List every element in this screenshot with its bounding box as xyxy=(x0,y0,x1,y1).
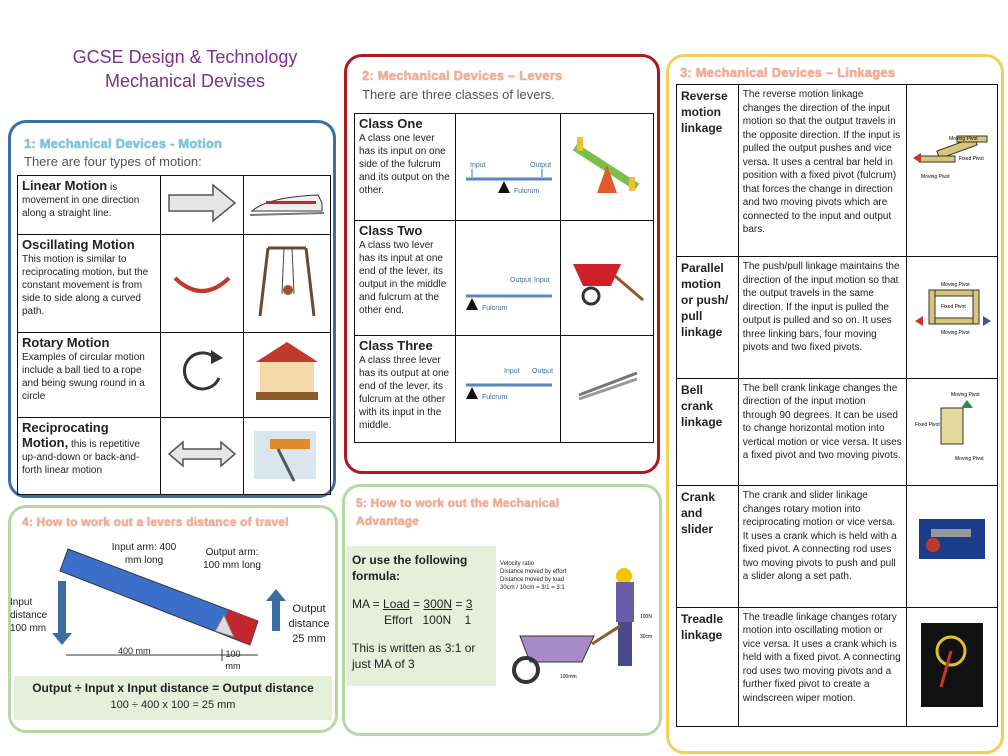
output-arm-label: Output arm: 100 mm long xyxy=(203,547,261,571)
input-arm-label: Input arm: 400 mm long xyxy=(111,542,177,566)
wheelbarrow-worker-illustration xyxy=(500,552,660,732)
linkage-row-treadle xyxy=(677,607,998,727)
travel-calc: 100 ÷ 400 x 100 = 25 mm xyxy=(110,699,236,711)
output-label: Output xyxy=(510,277,532,284)
input-label: Input xyxy=(504,368,520,375)
motion-table xyxy=(17,175,331,495)
bell-crank-diagram xyxy=(911,382,993,478)
svg-text:30cm: 30cm xyxy=(640,634,653,640)
fulcrum-label: Fulcrum xyxy=(482,305,508,312)
title-line-1: GCSE Design & Technology xyxy=(72,47,298,67)
lever-row-class-one: Class One A class one lever has its input on one side of the fulcrum and its output on the other. Input Output Fulcrum xyxy=(355,114,654,221)
reverse-linkage-diagram xyxy=(911,88,993,248)
svg-text:Moving Pivot: Moving Pivot xyxy=(920,174,950,180)
svg-text:100N: 100N xyxy=(640,614,652,620)
lever-name: Class One xyxy=(359,116,423,131)
svg-text:Moving Pivot: Moving Pivot xyxy=(948,136,978,142)
svg-text:Moving Pivot: Moving Pivot xyxy=(954,455,984,462)
linkage-name: Reverse motion linkage xyxy=(681,89,728,135)
carousel-image xyxy=(248,336,326,410)
dim-400-label: 400 mm xyxy=(118,646,151,656)
velocity-ratio: Velocity ratio Distance moved by effort Distance moved by load 30cm / 10cm = 3/1 = 3:1 xyxy=(500,561,567,591)
arrow-right-icon xyxy=(165,179,239,227)
fulcrum-label: Fulcrum xyxy=(514,188,540,195)
motion-row-oscillating: Oscillating Motion This motion is similar to reciprocating motion, but the constant movement is from side to side along a curved path. xyxy=(18,235,331,333)
saw-image xyxy=(248,421,326,487)
ma-heading: Or use the following formula: xyxy=(352,553,468,583)
class-one-diagram xyxy=(460,117,556,213)
linkage-desc: The push/pull linkage maintains the direction of the input motion so that the output travels in the same direction. If the input is pulled the output is pulled and so on. It uses three linking bars, four moving pivots and two fixed pivots. xyxy=(742,261,900,353)
svg-text:Moving Pivot: Moving Pivot xyxy=(940,282,970,288)
motion-row-linear: Linear Motion is movement in one direction along a straight line. xyxy=(18,176,331,235)
linkage-name: Crank and slider xyxy=(681,490,716,536)
fulcrum-label: Fulcrum xyxy=(482,394,508,401)
linkages-table xyxy=(676,84,998,727)
lever-row-class-three: Class Three A class three lever has its output at one end of the lever, its fulcrum at the other with its input in the middle. Input Output Fulcrum xyxy=(355,336,654,443)
motion-name: Rotary Motion xyxy=(22,335,110,350)
motion-name: Linear Motion xyxy=(22,178,108,193)
output-label: Output xyxy=(530,162,552,169)
motion-row-rotary: Rotary Motion Examples of circular motion include a ball tied to a rope and being swung round in a circle xyxy=(18,333,331,418)
linkage-row-crank-slider xyxy=(677,486,998,608)
motion-row-reciprocating: Reciprocating Motion, this is repetitive up-and-down or back-and-forth linear motion xyxy=(18,418,331,495)
linkage-desc: The crank and slider linkage changes rotary motion into reciprocating motion or vice versa. It uses a crank which is held with a fixed pivot. A connecting rod uses two moving pivots to push and pull a slider along a set path. xyxy=(742,490,897,582)
levers-table xyxy=(354,113,654,443)
linkage-name: Parallel motion or push/ pull linkage xyxy=(681,261,729,339)
travel-formula: Output ÷ Input x Input distance = Output distance xyxy=(32,681,314,695)
lever-name: Class Three xyxy=(359,338,433,353)
levers-subtitle: There are three classes of levers. xyxy=(362,87,555,102)
double-arrow-icon xyxy=(165,421,239,487)
levers-title: 2: Mechanical Devices – Levers xyxy=(362,68,563,83)
svg-text:Moving Pivot: Moving Pivot xyxy=(940,330,970,336)
svg-text:Fixed Pivot: Fixed Pivot xyxy=(940,304,966,310)
linkage-desc: The treadle linkage changes rotary motion into oscillating motion or vice versa. It uses a crank which is held with a fixed pivot. A connecting rod uses two moving pivots and a further fixed pivot to create a windscreen wiper motion. xyxy=(742,611,901,704)
motion-name: Reciprocating Motion, xyxy=(22,420,109,450)
linkage-desc: The reverse motion linkage changes the direction of the input motion so that the output travels in the opposite direction. If the input is pulled the output pushes and vice versa. It uses a central bar held in position with a fixed pivot (fulcrum) that forces the change in direction and two moving pivots which are connected to the input and output bars. xyxy=(742,89,901,235)
ma-denominator: Effort 100N 1 xyxy=(384,613,472,627)
title-line-2: Mechanical Devises xyxy=(104,71,266,91)
input-label: Input xyxy=(470,162,486,169)
seesaw-image xyxy=(565,117,649,213)
crank-slider-image xyxy=(911,489,993,599)
motion-name: Oscillating Motion xyxy=(22,237,135,252)
svg-text:100mm: 100mm xyxy=(560,674,577,680)
parallel-linkage-diagram xyxy=(911,260,993,370)
class-two-diagram xyxy=(460,224,556,328)
linkage-name: Treadle linkage xyxy=(681,611,724,642)
linkage-row-bell-crank xyxy=(677,378,998,486)
dim-100-label: 100 mm xyxy=(225,649,241,671)
ma-line: MA = Load = 300N = 3 xyxy=(352,597,473,611)
tweezers-image xyxy=(565,339,649,435)
treadle-image xyxy=(911,611,993,719)
travel-formula-box xyxy=(14,676,332,720)
linkage-name: Bell crank linkage xyxy=(681,382,723,429)
page-title xyxy=(60,45,310,93)
advantage-title: 5: How to work out the Mechanical Advantage xyxy=(356,496,560,528)
input-distance-label: Input distance 100 mm xyxy=(10,597,48,634)
svg-text:Moving Pivot: Moving Pivot xyxy=(950,391,980,398)
ma-formula-box xyxy=(346,546,496,686)
swing-image xyxy=(248,238,326,324)
lever-row-class-two: Class Two A class two lever has its input at one end of the lever, its output in the middle and fulcrum at the other end. Output Input Fulcrum xyxy=(355,221,654,336)
motion-subtitle: There are four types of motion: xyxy=(24,154,202,169)
motion-title: 1: Mechanical Devices - Motion xyxy=(24,136,223,151)
rotate-icon xyxy=(165,336,239,410)
linkage-desc: The bell crank linkage changes the direction of the input motion through 90 degrees. It can be used to change horizontal motion into vertical motion or vice versa. It uses a fixed pivot and two moving pivots. xyxy=(742,382,902,461)
svg-text:Fixed Pivot: Fixed Pivot xyxy=(914,421,940,428)
lever-name: Class Two xyxy=(359,223,423,238)
linkage-row-parallel xyxy=(677,257,998,379)
wheelbarrow-image xyxy=(565,224,649,328)
output-distance-label: Output distance 25 mm xyxy=(288,603,330,645)
output-label: Output xyxy=(532,368,554,375)
train-image xyxy=(248,179,326,227)
input-label: Input xyxy=(534,277,550,284)
svg-text:Fixed Pivot: Fixed Pivot xyxy=(958,156,984,162)
linkages-title: 3: Mechanical Devices – Linkages xyxy=(680,65,896,80)
ma-note: This is written as 3:1 or just MA of 3 xyxy=(352,641,476,671)
arc-icon xyxy=(165,238,239,324)
linkage-row-reverse xyxy=(677,85,998,257)
class-three-diagram xyxy=(460,339,556,435)
travel-title: 4: How to work out a levers distance of travel xyxy=(22,515,289,529)
